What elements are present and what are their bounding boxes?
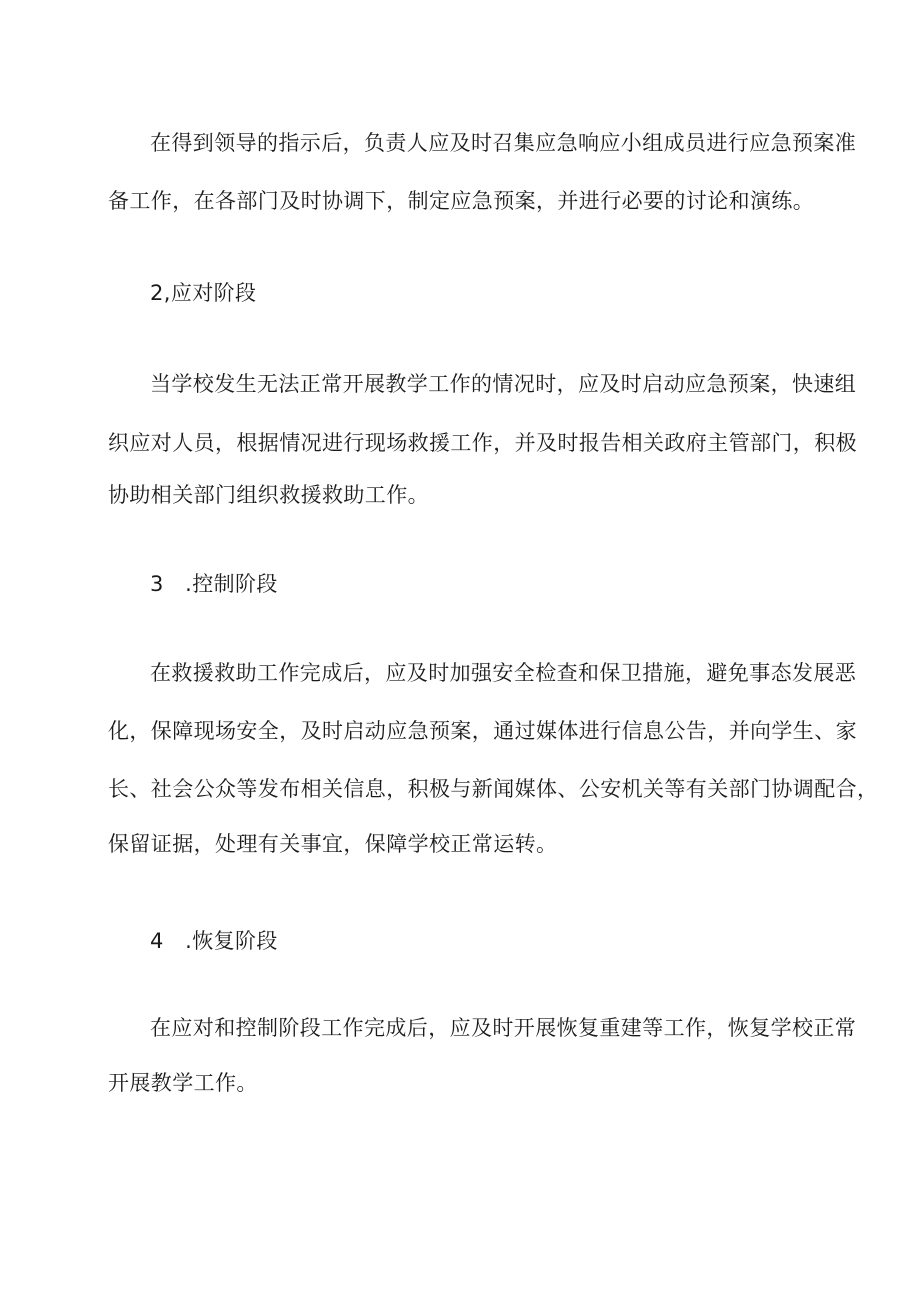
paragraph-line: 开展教学工作。	[108, 1071, 258, 1095]
paragraph-line: 在得到领导的指示后，负责人应及时召集应急响应小组成员进行应急预案准	[150, 131, 857, 155]
paragraph-line: 保留证据，处理有关事宜，保障学校正常运转。	[108, 832, 558, 856]
section-heading: 3 .控制阶段	[150, 572, 278, 596]
paragraph-line: 在应对和控制阶段工作完成后，应及时开展恢复重建等工作，恢复学校正常	[150, 1016, 857, 1040]
paragraph-line: 在救援救助工作完成后，应及时加强安全检查和保卫措施，避免事态发展恶	[150, 661, 857, 685]
section-heading: 4 .恢复阶段	[150, 929, 278, 953]
paragraph-line: 协助相关部门组织救援救助工作。	[108, 483, 429, 507]
paragraph-line: 织应对人员，根据情况进行现场救援工作，并及时报告相关政府主管部门，积极	[108, 431, 857, 455]
paragraph-line: 备工作，在各部门及时协调下，制定应急预案，并进行必要的讨论和演练。	[108, 189, 815, 213]
paragraph-line: 长、社会公众等发布相关信息，积极与新闻媒体、公安机关等有关部门协调配合，	[108, 777, 879, 801]
paragraph-line: 化，保障现场安全，及时启动应急预案，通过媒体进行信息公告，并向学生、家	[108, 719, 857, 743]
paragraph-line: 当学校发生无法正常开展教学工作的情况时，应及时启动应急预案，快速组	[150, 372, 857, 396]
section-heading: 2,应对阶段	[150, 281, 257, 305]
